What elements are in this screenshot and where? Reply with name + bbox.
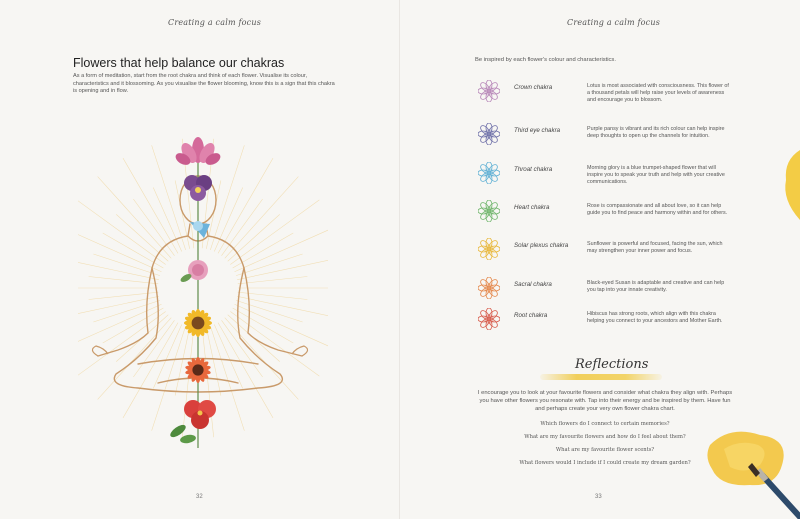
chakra-row [476, 200, 736, 230]
chakra-description: Rose is compassionate and all about love, so it can help guide you to find peace and harmony within and for others. [587, 203, 728, 217]
meditating-figure-illustration [78, 128, 328, 500]
running-head-right: Creating a calm focus [567, 18, 661, 27]
chakra-row [476, 277, 736, 307]
third-eye-chakra-icon [478, 123, 500, 145]
root-chakra-icon [478, 308, 500, 330]
reflection-prompt: What are my favourite flowers and how do I feel about them? [524, 434, 686, 440]
chakra-intro: Be inspired by each flower's colour and characteristics. [475, 57, 616, 63]
reflection-prompt: What flowers would I include if I could create my dream garden? [519, 460, 691, 466]
chakra-row [476, 162, 736, 192]
sunflower [184, 309, 212, 337]
heart-chakra-icon [478, 200, 500, 222]
hibiscus-flower [168, 400, 216, 444]
chakra-description: Morning glory is a blue trumpet-shaped flower that will inspire you to speak your truth and help with your creative communications. [587, 165, 725, 186]
reflections-paragraph: I encourage you to look at your favourite flowers and consider what chakra they align with. Perhaps you have other flowers you resonate with. Tap into their energy and be inspired by them. Have fun and perhaps create your very own flower chakra chart. [477, 390, 733, 412]
sacral-chakra-icon [478, 277, 500, 299]
page-number-right: 33 [595, 494, 602, 500]
body-outline [98, 176, 302, 392]
chakra-name: Third eye chakra [514, 127, 561, 134]
reflections-heading: Reflections [575, 357, 649, 372]
yellow-paint-splash [782, 150, 800, 220]
throat-chakra-icon [478, 162, 500, 184]
rose-flower [179, 260, 208, 284]
reflection-prompt: Which flowers do I connect to certain memories? [540, 421, 670, 427]
chakra-name: Crown chakra [514, 84, 553, 91]
page-title: Flowers that help balance our chakras [73, 56, 285, 70]
chakra-description: Lotus is most associated with consciousness. This flower of a thousand petals will help raise your levels of awareness and encourage you to blossom. [587, 83, 729, 104]
lotus-flower [174, 137, 223, 167]
black-eyed-susan-flower [185, 357, 211, 383]
chakra-name: Sacral chakra [514, 281, 552, 288]
chakra-name: Solar plexus chakra [514, 242, 569, 249]
chakra-row [476, 238, 736, 268]
chakra-name: Throat chakra [514, 166, 553, 173]
chakra-row [476, 308, 736, 338]
chakra-row [476, 123, 736, 153]
crown-chakra-icon [478, 80, 500, 102]
chakra-row [476, 80, 736, 110]
paintbrush-with-yellow-paint [700, 425, 800, 519]
chakra-description: Hibiscus has strong roots, which align with this chakra helping you connect to your ancestors and Mother Earth. [587, 311, 723, 325]
chakra-name: Heart chakra [514, 204, 550, 211]
chakra-name: Root chakra [514, 312, 548, 319]
solar-plexus-chakra-icon [478, 238, 500, 260]
intro-paragraph: As a form of meditation, start from the root chakra and think of each flower. Visualise its colour, characteristics and it blossoming. As you visualise the flower blooming, know this is a sign that this chakra is opening and in flow. [73, 73, 335, 95]
page-number-left: 32 [196, 494, 203, 500]
reflections-underline [540, 374, 662, 380]
chakra-description: Sunflower is powerful and focused, facing the sun, which may strengthen your inner power and focus. [587, 241, 723, 255]
reflection-prompt: What are my favourite flower scents? [555, 447, 655, 453]
chakra-description: Purple pansy is vibrant and its rich colour can help inspire deep thoughts to open up the channels for intuition. [587, 126, 725, 140]
morning-glory-flower [190, 221, 210, 238]
running-head-left: Creating a calm focus [168, 18, 262, 27]
chakra-description: Black-eyed Susan is adaptable and creative and can help you tap into your innate creativity. [587, 280, 725, 294]
